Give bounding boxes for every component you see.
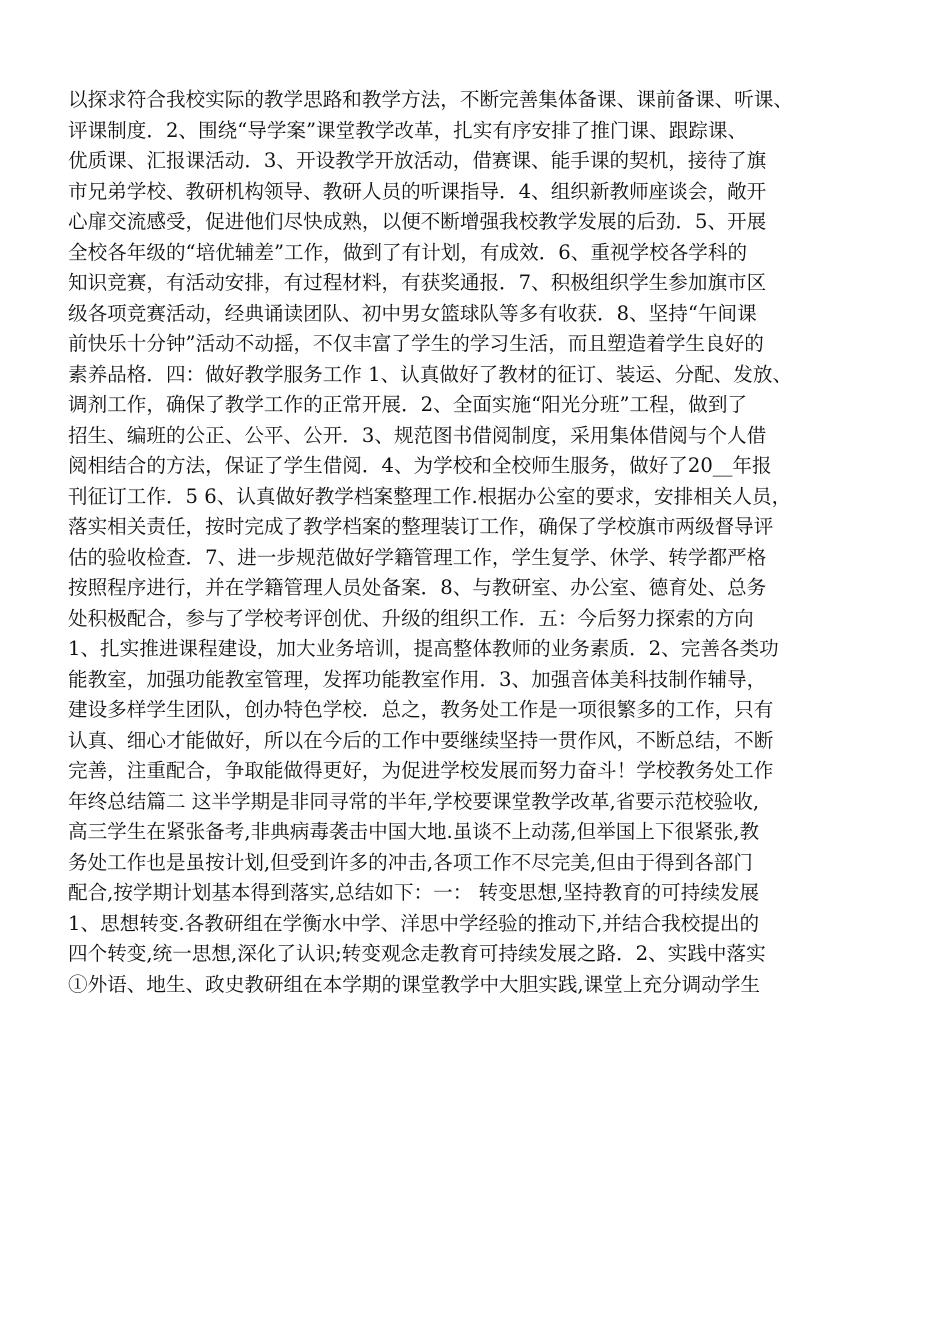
text-line: 1、扎实推进课程建设，加大业务培训，提高整体教师的业务素质．2、完善各类功 xyxy=(68,637,779,660)
text-line: 能教室，加强功能教室管理，发挥功能教室作用．3、加强音体美科技制作辅导， xyxy=(68,667,767,691)
text-line: 级各项竞赛活动，经典诵读团队、初中男女篮球队等多有收获．8、坚持“午间课 xyxy=(68,301,757,325)
text-line: 四个转变,统一思想,深化了认识;转变观念走教育可持续发展之路．2、实践中落实 xyxy=(68,942,766,965)
text-line: 按照程序进行，并在学籍管理人员处备案．8、与教研室、办公室、德育处、总务 xyxy=(68,576,767,599)
text-line: 优质课、汇报课活动．3、开设教学开放活动，借赛课、能手课的契机，接待了旗 xyxy=(68,149,767,172)
text-line: 估的验收检查．7、进一步规范做好学籍管理工作，学生复学、休学、转学都严格 xyxy=(68,545,767,569)
text-line: 处积极配合，参与了学校考评创优、升级的组织工作．五：今后努力探索的方向 xyxy=(68,606,754,630)
text-line: 调剂工作，确保了教学工作的正常开展．2、全面实施“阳光分班”工程，做到了 xyxy=(68,393,748,416)
text-line: 全校各年级的“培优辅差”工作，做到了有计划，有成效．6、重视学校各学科的 xyxy=(68,240,748,264)
text-line: 评课制度．2、围绕“导学案”课堂教学改革，扎实有序安排了推门课、跟踪课、 xyxy=(68,118,748,142)
text-line: 落实相关责任，按时完成了教学档案的整理装订工作，确保了学校旗市两级督导评 xyxy=(68,515,774,538)
text-line: ①外语、地生、政史教研组在本学期的课堂教学中大胆实践,课堂上充分调动学生 xyxy=(68,972,761,996)
text-line: 阅相结合的方法，保证了学生借阅．4、为学校和全校师生服务，做好了20__年报 xyxy=(68,454,772,477)
text-line: 高三学生在紧张备考,非典病毒袭击中国大地.虽谈不上动荡,但举国上下很紧张,教 xyxy=(68,820,760,843)
text-line: 建设多样学生团队，创办特色学校．总之，教务处工作是一项很繁多的工作，只有 xyxy=(68,698,774,721)
text-line: 市兄弟学校、教研机构领导、教研人员的听课指导．4、组织新教师座谈会，敞开 xyxy=(68,179,767,203)
text-line: 务处工作也是虽按计划,但受到许多的冲击,各项工作不尽完美,但由于得到各部门 xyxy=(68,850,753,874)
text-line: 完善，注重配合，争取能做得更好，为促进学校发展而努力奋斗！学校教务处工作 xyxy=(68,759,774,782)
text-line: 招生、编班的公正、公平、公开．3、规范图书借阅制度，采用集体借阅与个人借 xyxy=(68,423,767,447)
text-line: 心扉交流感受，促进他们尽快成熟，以便不断增强我校教学发展的后劲．5、开展 xyxy=(68,210,767,233)
text-line: 年终总结篇二 这半学期是非同寻常的半年,学校要课堂教学改革,省要示范校验收, xyxy=(68,789,760,813)
text-line: 素养品格．四：做好教学服务工作 1、认真做好了教材的征订、装运、分配、发放、 xyxy=(68,362,793,386)
text-line: 1、思想转变.各教研组在学衡水中学、洋思中学经验的推动下,并结合我校提出的 xyxy=(68,911,760,935)
text-line: 知识竞赛，有活动安排，有过程材料，有获奖通报．7、积极组织学生参加旗市区 xyxy=(68,271,767,294)
text-line: 前快乐十分钟”活动不动摇，不仅丰富了学生的学习生活，而且塑造着学生良好的 xyxy=(68,332,764,355)
text-line: 以探求符合我校实际的教学思路和教学方法，不断完善集体备课、课前备课、听课、 xyxy=(68,88,793,111)
text-line: 认真、细心才能做好，所以在今后的工作中要继续坚持一贯作风，不断总结，不断 xyxy=(68,728,774,752)
body-text xyxy=(68,85,894,1000)
text-line: 配合,按学期计划基本得到落实,总结如下：一： 转变思想,坚持教育的可持续发展 xyxy=(68,881,760,904)
text-line: 刊征订工作．5 6、认真做好教学档案整理工作.根据办公室的要求，安排相关人员， xyxy=(68,484,792,508)
